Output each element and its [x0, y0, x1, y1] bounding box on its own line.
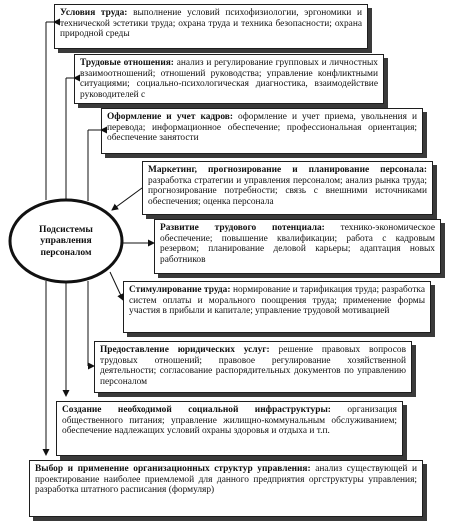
- block-text: разработка стратегии и управления персоналом; анализ рынка труда; прогнозирование потребности; связь с внешними источниками обеспечения; оценка персонала: [148, 175, 427, 208]
- block-heading: Оформление и учет кадров:: [107, 112, 238, 122]
- block-text: решение правовых вопросов трудовых отношений; правовое регулирование хозяйственной деятельности; согласование распорядительных документов по управлению персоналом: [100, 345, 406, 388]
- block-heading: Стимулирование труда:: [129, 285, 233, 295]
- block-text: анализ существующей и проектирование наиболее приемлемой для данного предприятия оргструктуры управления; разработка штатного расписания (формуляр): [35, 464, 417, 496]
- block-heading: Развитие трудового потенциала:: [160, 223, 341, 233]
- block-heading: Маркетинг, прогнозирование и планирование персонала:: [148, 165, 427, 175]
- center-label: Подсистемы управления персоналом: [39, 224, 93, 258]
- block-text: нормирование и тарификация труда; разработка систем оплаты и морального поощрения труда; применение формы участия в прибыли и капитале; управление трудовой мотивацией: [129, 285, 426, 317]
- block-heading: Трудовые отношения:: [80, 58, 177, 68]
- block-heading: Выбор и применение организационных структур управления:: [35, 464, 316, 474]
- block-text: оформление и учет приема, увольнения и перевода; информационное обеспечение; профессиональная ориентация; обеспечение занятости: [107, 112, 417, 144]
- center-node: [8, 198, 124, 284]
- block-text: организация общественного питания; управление жилищно-коммунальным обслуживанием; обеспечение надлежащих условий охраны здоровья и отдыха и т.п.: [62, 405, 397, 437]
- block-heading: Условия труда:: [60, 8, 134, 18]
- block-text: технико-экономическое обеспечение; повышение квалификации; работа с кадровым резервом; планирование деловой карьеры; адаптация новых работников: [160, 223, 435, 266]
- block-text: выполнение условий психофизиологии, эргономики и технической эстетики труда; охрана труда и техника безопасности; охрана природной среды: [60, 8, 362, 40]
- block-heading: Создание необходимой социальной инфраструктуры:: [62, 405, 348, 415]
- block-heading: Предоставление юридических услуг:: [100, 345, 279, 355]
- block-text: анализ и регулирование групповых и личностных взаимоотношений; отношений руководства; управление конфликтными ситуациями; социально-психологическая диагностика, взаимодействие руководителей с: [80, 58, 378, 101]
